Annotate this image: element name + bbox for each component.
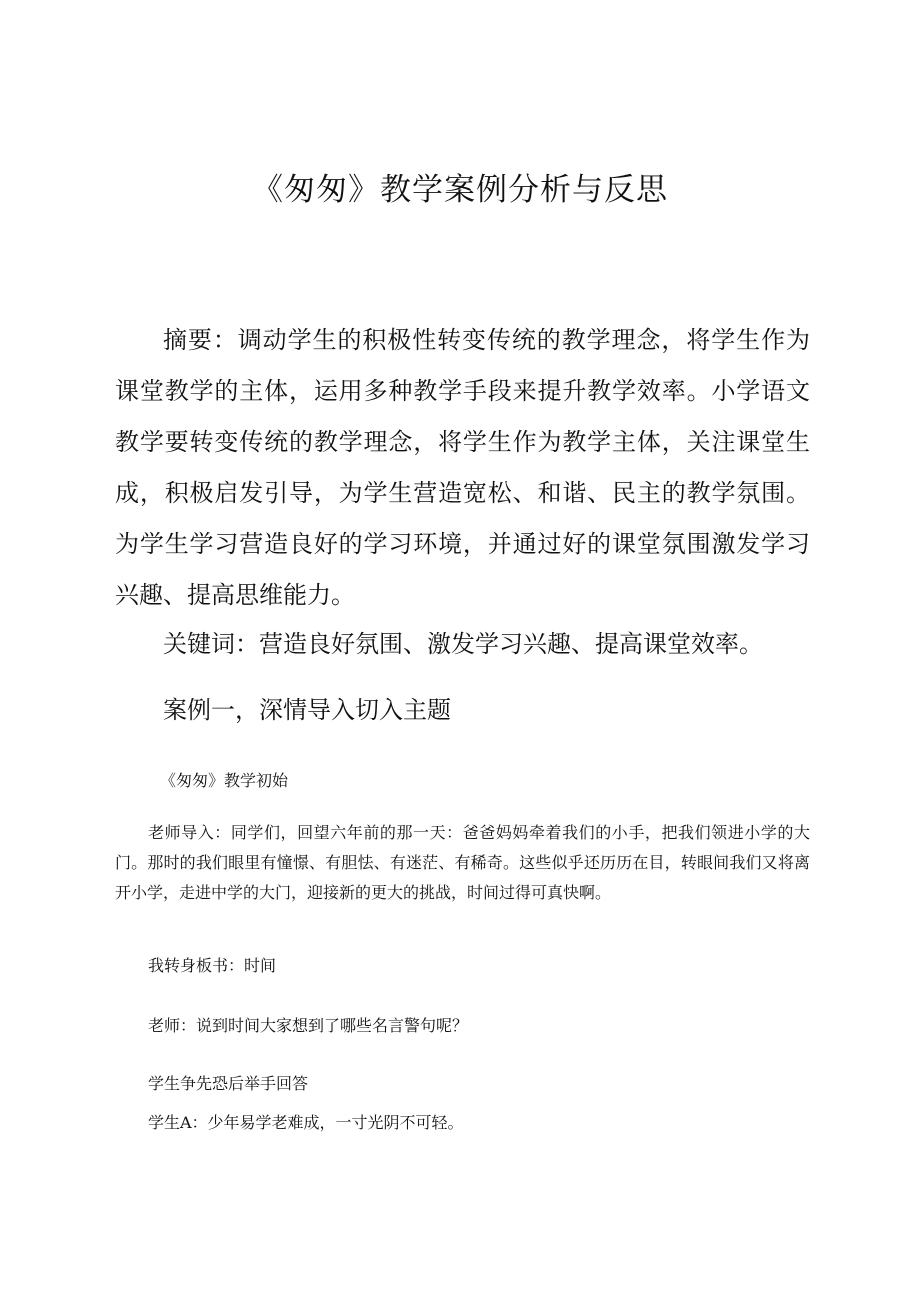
- case-heading: 案例一，深情导入切入主题: [163, 696, 451, 724]
- student-a-answer-line: 学生A：少年易学老难成，一寸光阴不可轻。: [148, 1113, 464, 1132]
- board-writing-line: 我转身板书：时间: [148, 956, 277, 975]
- teacher-question-line: 老师：说到时间大家想到了哪些名言警句呢？: [148, 1016, 469, 1035]
- teacher-intro-paragraph: 老师导入：同学们，回望六年前的那一天：爸爸妈妈牵着我们的小手，把我们领进小学的大门。那时的我们眼里有憧憬、有胆怯、有迷茫、有稀奇。这些似乎还历历在目，转眼间我们又将离开小学，走进中学的大门，迎接新的更大的挑战，时间过得可真快啊。: [115, 823, 810, 902]
- keywords-line: 关键词：营造良好氛围、激发学习兴趣、提高课堂效率。: [163, 630, 763, 658]
- abstract-paragraph: 摘要：调动学生的积极性转变传统的教学理念，将学生作为课堂教学的主体，运用多种教学手段来提升教学效率。小学语文教学要转变传统的教学理念，将学生作为教学主体，关注课堂生成，积极启发引导，为学生营造宽松、和谐、民主的教学氛围。为学生学习营造良好的学习环境，并通过好的课堂氛围激发学习兴趣、提高思维能力。: [115, 326, 810, 609]
- students-raise-hands-line: 学生争先恐后举手回答: [148, 1074, 309, 1093]
- case-subheading: 《匆匆》教学初始: [160, 771, 289, 790]
- document-title: 《匆匆》教学案例分析与反思: [252, 172, 668, 208]
